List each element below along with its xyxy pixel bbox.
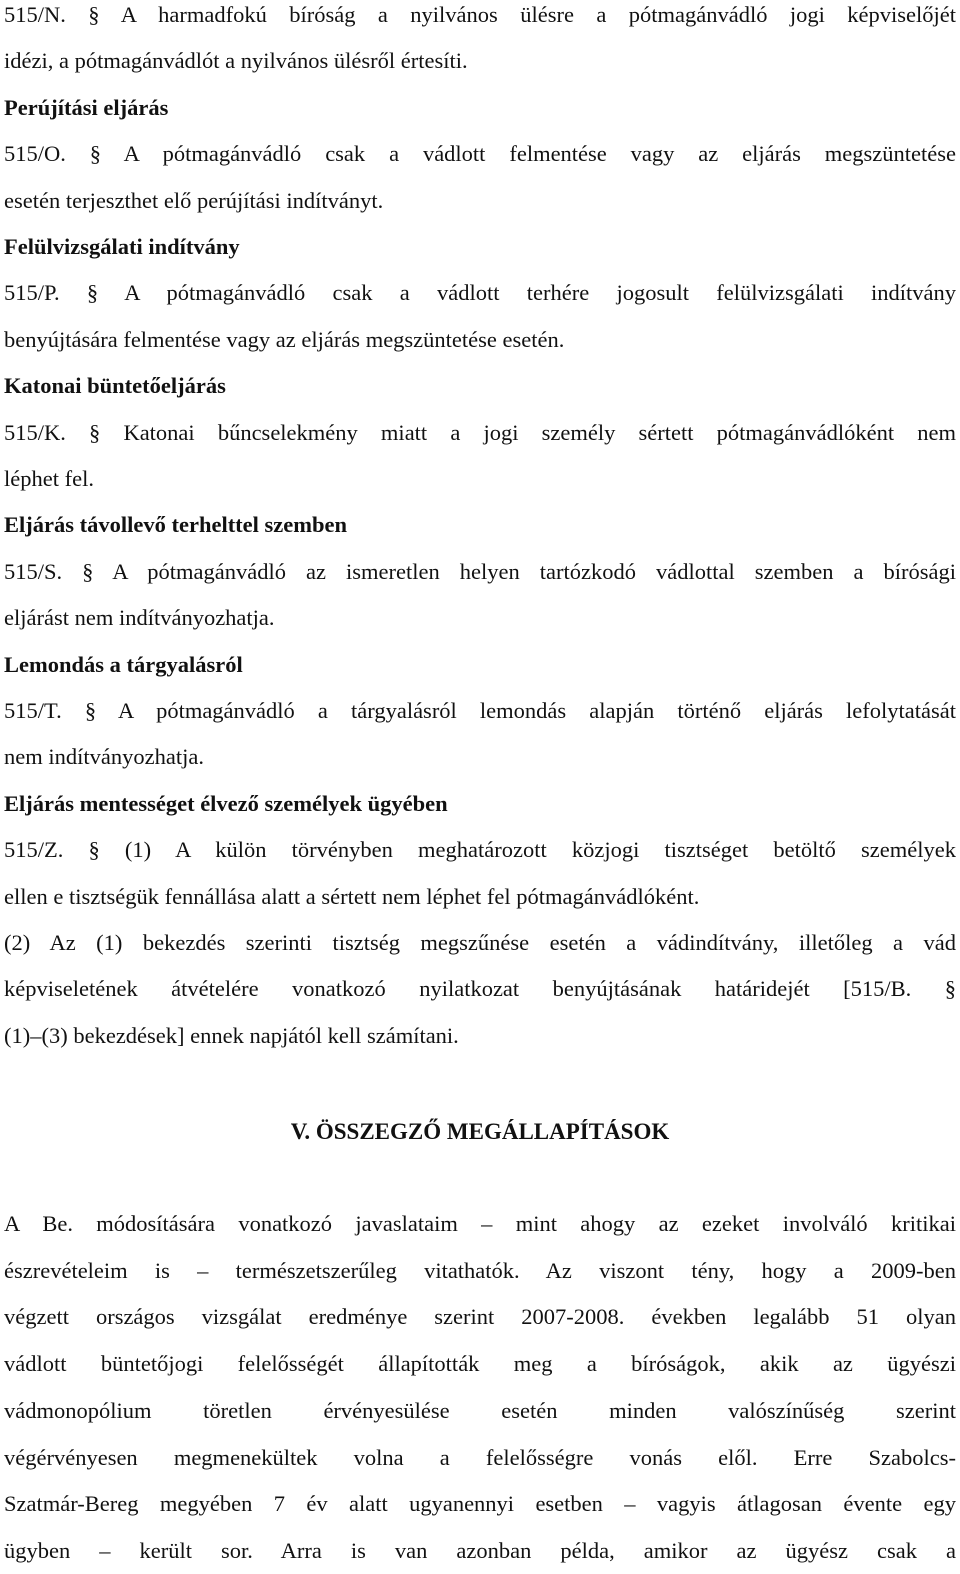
paragraph-line: 515/P. § A pótmagánvádló csak a vádlott terhére jogosult felülvizsgálati indítvány	[4, 280, 956, 306]
paragraph-line: képviseletének átvételére vonatkozó nyilatkozat benyújtásának határidejét [515/B. §	[4, 976, 956, 1002]
section-heading: Felülvizsgálati indítvány	[4, 234, 240, 259]
paragraph-line: nem indítványozhatja.	[4, 744, 204, 770]
summary-paragraph-line: ügyben – került sor. Arra is van azonban példa, amikor az ügyész csak a	[4, 1537, 956, 1563]
paragraph-line: 515/N. § A harmadfokú bíróság a nyilvános ülésre a pótmagánvádló jogi képviselőjét	[4, 2, 956, 27]
summary-paragraph-line: vádmonopólium töretlen érvényesülése esetén minden valószínűség szerint	[4, 1397, 956, 1423]
paragraph-line: léphet fel.	[4, 466, 94, 491]
paragraph-line: esetén terjeszthet elő perújítási indítványt.	[4, 187, 384, 213]
summary-paragraph-line: észrevételeim is – természetszerűleg vitathatók. Az viszont tény, hogy a 2009-ben	[4, 1257, 956, 1283]
paragraph-line: 515/O. § A pótmagánvádló csak a vádlott felmentése vagy az eljárás megszüntetése	[4, 141, 956, 167]
summary-paragraph-line: Szatmár-Bereg megyében 7 év alatt ugyanennyi esetben – vagyis átlagosan évente egy	[4, 1491, 956, 1517]
paragraph-line: 515/Z. § (1) A külön törvényben meghatározott közjogi tisztséget betöltő személyek	[4, 837, 956, 863]
summary-paragraph-line: végzett országos vizsgálat eredménye szerint 2007-2008. években legalább 51 olyan	[4, 1304, 956, 1330]
paragraph-line: ellen e tisztségük fennállása alatt a sértett nem léphet fel pótmagánvádlóként.	[4, 883, 700, 909]
paragraph-line: idézi, a pótmagánvádlót a nyilvános ülésről értesíti.	[4, 48, 468, 74]
section-heading: Eljárás távollevő terhelttel szemben	[4, 512, 348, 538]
section-heading: Eljárás mentességet élvező személyek ügyében	[4, 790, 448, 816]
chapter-title: V. ÖSSZEGZŐ MEGÁLLAPÍTÁSOK	[290, 1119, 670, 1144]
paragraph-line: 515/K. § Katonai bűncselekmény miatt a jogi személy sértett pótmagánvádlóként nem	[4, 419, 956, 445]
paragraph-line: (2) Az (1) bekezdés szerinti tisztség megszűnése esetén a vádindítvány, illetőleg a vád	[4, 930, 956, 955]
section-heading: Perújítási eljárás	[4, 94, 169, 120]
section-heading: Katonai büntetőeljárás	[4, 373, 226, 399]
paragraph-line: benyújtására felmentése vagy az eljárás megszüntetése esetén.	[4, 326, 565, 352]
paragraph-line: (1)–(3) bekezdések] ennek napjától kell számítani.	[4, 1022, 459, 1048]
summary-paragraph-line: A Be. módosítására vonatkozó javaslataim – mint ahogy az ezeket involváló kritikai	[4, 1211, 956, 1236]
summary-paragraph-line: vádlott büntetőjogi felelősségét állapították meg a bíróságok, akik az ügyészi	[4, 1351, 956, 1377]
paragraph-line: 515/S. § A pótmagánvádló az ismeretlen helyen tartózkodó vádlottal szemben a bírósági	[4, 558, 956, 584]
section-heading: Lemondás a tárgyalásról	[4, 651, 243, 677]
paragraph-line: 515/T. § A pótmagánvádló a tárgyalásról lemondás alapján történő eljárás lefolytatását	[4, 698, 956, 723]
summary-paragraph-line: végérvényesen megmenekültek volna a felelősségre vonás elől. Erre Szabolcs-	[4, 1444, 956, 1470]
paragraph-line: eljárást nem indítványozhatja.	[4, 605, 275, 631]
